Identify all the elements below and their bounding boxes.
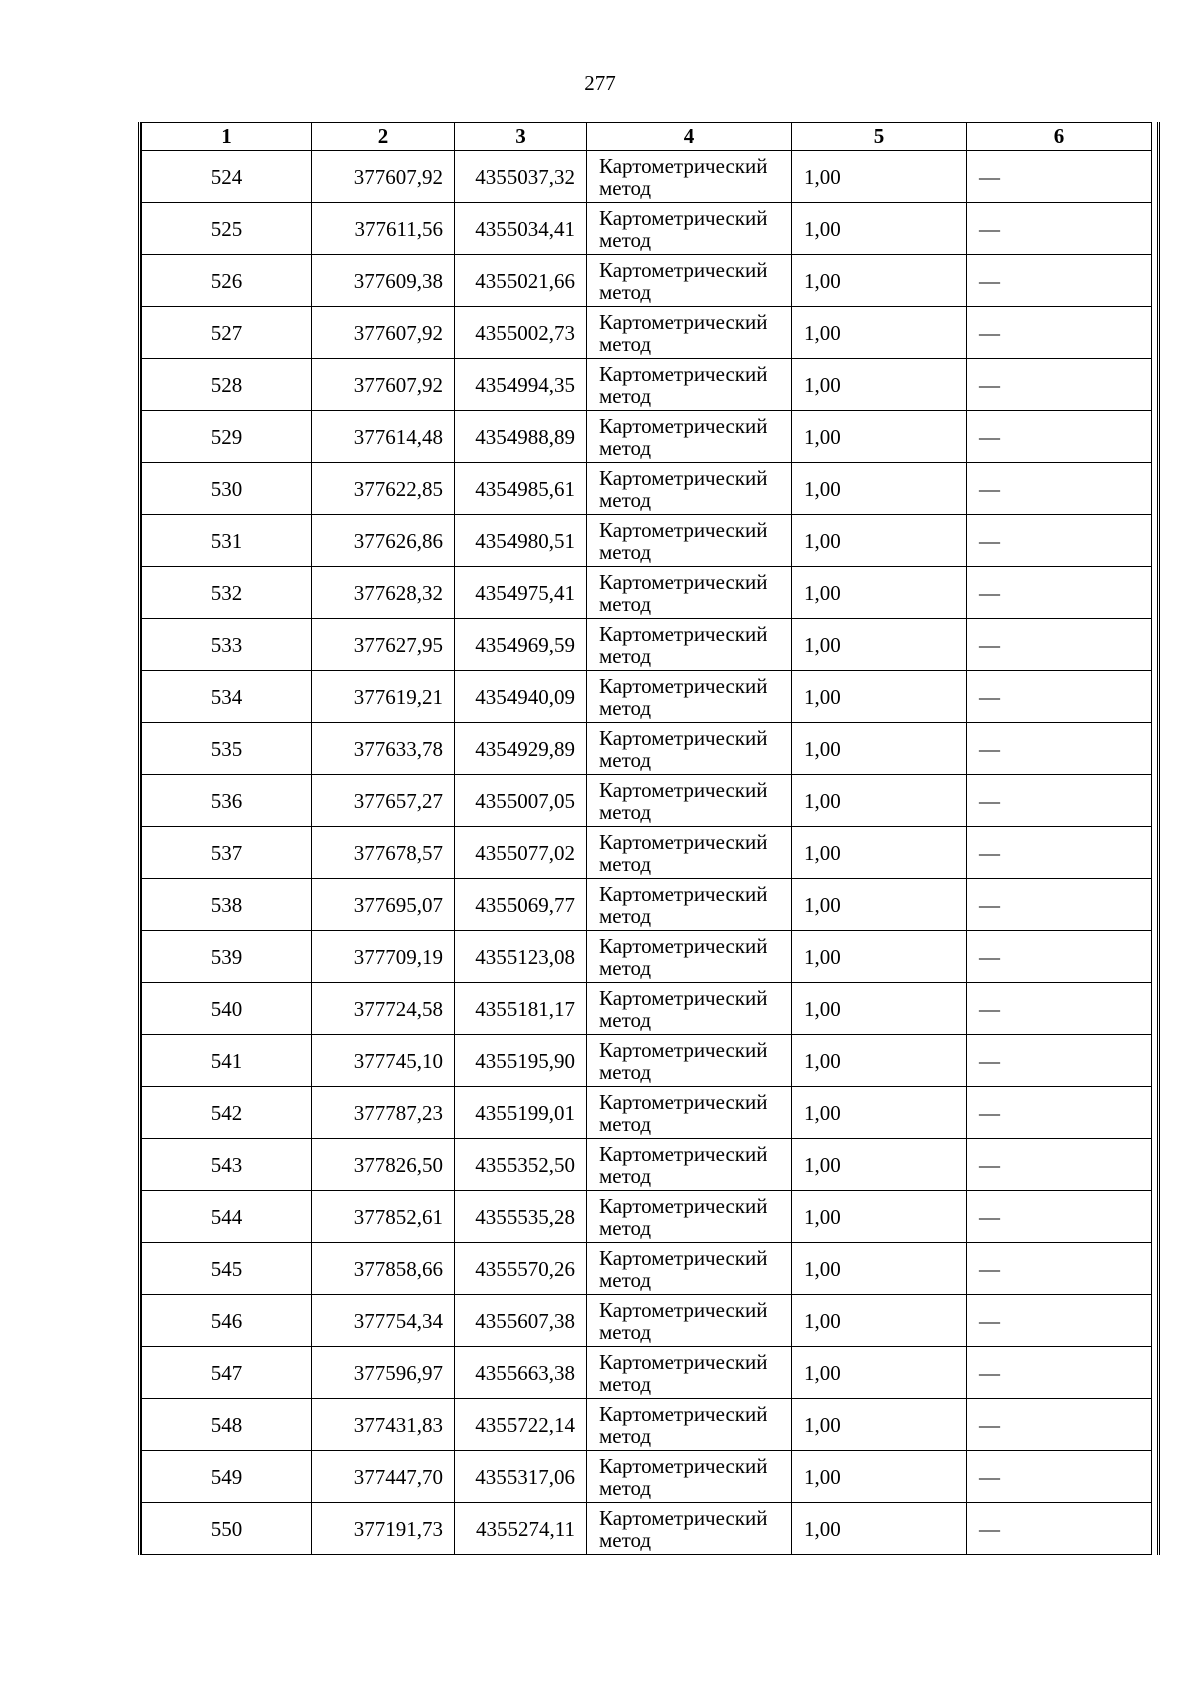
- accuracy-value: 1,00: [792, 1087, 967, 1139]
- coordinate-x: 377609,38: [312, 255, 455, 307]
- coordinate-y: 4355570,26: [455, 1243, 587, 1295]
- method-line-2: метод: [599, 1215, 652, 1240]
- coordinate-x: 377724,58: [312, 983, 455, 1035]
- column-header: 3: [455, 123, 587, 151]
- coordinate-x: 377787,23: [312, 1087, 455, 1139]
- header-row: [142, 123, 1152, 151]
- method-cell: [587, 775, 792, 827]
- method-cell: [587, 931, 792, 983]
- point-number: 538: [142, 879, 312, 931]
- coordinate-y: 4355007,05: [455, 775, 587, 827]
- accuracy-value: 1,00: [792, 255, 967, 307]
- method-line-1: Картометрический: [599, 777, 768, 802]
- method-line-1: Картометрический: [599, 829, 768, 854]
- point-number: 540: [142, 983, 312, 1035]
- method-line-2: метод: [599, 1007, 652, 1032]
- method-line-1: Картометрический: [599, 205, 768, 230]
- method-cell: [587, 203, 792, 255]
- note-cell: —: [967, 931, 1152, 983]
- point-number: 524: [142, 151, 312, 203]
- coordinate-y: 4354994,35: [455, 359, 587, 411]
- method-line-2: метод: [599, 227, 652, 252]
- table-row: [142, 515, 1152, 567]
- method-line-1: Картометрический: [599, 361, 768, 386]
- accuracy-value: 1,00: [792, 1035, 967, 1087]
- method-cell: [587, 619, 792, 671]
- method-line-2: метод: [599, 1111, 652, 1136]
- note-cell: —: [967, 619, 1152, 671]
- coordinate-y: 4355199,01: [455, 1087, 587, 1139]
- coordinate-x: 377745,10: [312, 1035, 455, 1087]
- method-line-1: Картометрический: [599, 1037, 768, 1062]
- coordinate-x: 377607,92: [312, 359, 455, 411]
- coordinate-x: 377607,92: [312, 151, 455, 203]
- point-number: 545: [142, 1243, 312, 1295]
- table-row: [142, 879, 1152, 931]
- note-cell: —: [967, 1295, 1152, 1347]
- table-row: [142, 1035, 1152, 1087]
- coordinate-y: 4354980,51: [455, 515, 587, 567]
- accuracy-value: 1,00: [792, 515, 967, 567]
- method-line-2: метод: [599, 539, 652, 564]
- note-cell: —: [967, 671, 1152, 723]
- method-line-2: метод: [599, 1319, 652, 1344]
- coordinate-x: 377826,50: [312, 1139, 455, 1191]
- method-cell: [587, 671, 792, 723]
- method-cell: [587, 1191, 792, 1243]
- coordinate-x: 377657,27: [312, 775, 455, 827]
- table-row: [142, 1243, 1152, 1295]
- accuracy-value: 1,00: [792, 827, 967, 879]
- note-cell: —: [967, 203, 1152, 255]
- method-line-1: Картометрический: [599, 1349, 768, 1374]
- accuracy-value: 1,00: [792, 411, 967, 463]
- method-line-1: Картометрический: [599, 673, 768, 698]
- table-row: [142, 1503, 1152, 1555]
- column-header: 2: [312, 123, 455, 151]
- method-cell: [587, 463, 792, 515]
- note-cell: —: [967, 1347, 1152, 1399]
- table-row: [142, 1139, 1152, 1191]
- note-cell: —: [967, 983, 1152, 1035]
- column-header: 6: [967, 123, 1152, 151]
- point-number: 532: [142, 567, 312, 619]
- method-line-2: метод: [599, 695, 652, 720]
- point-number: 550: [142, 1503, 312, 1555]
- accuracy-value: 1,00: [792, 879, 967, 931]
- coordinate-y: 4355037,32: [455, 151, 587, 203]
- accuracy-value: 1,00: [792, 1503, 967, 1555]
- coordinate-y: 4355123,08: [455, 931, 587, 983]
- coordinate-y: 4355663,38: [455, 1347, 587, 1399]
- table-row: [142, 1451, 1152, 1503]
- coordinate-y: 4354985,61: [455, 463, 587, 515]
- page-number: 277: [584, 71, 616, 95]
- table-row: [142, 775, 1152, 827]
- method-line-1: Картометрический: [599, 881, 768, 906]
- accuracy-value: 1,00: [792, 619, 967, 671]
- coordinate-x: 377191,73: [312, 1503, 455, 1555]
- method-cell: [587, 307, 792, 359]
- coordinate-y: 4355352,50: [455, 1139, 587, 1191]
- table-row: [142, 619, 1152, 671]
- table-row: [142, 931, 1152, 983]
- table-body: [142, 151, 1152, 1555]
- accuracy-value: 1,00: [792, 931, 967, 983]
- column-header: 1: [142, 123, 312, 151]
- table-row: [142, 411, 1152, 463]
- coordinate-x: 377633,78: [312, 723, 455, 775]
- method-line-2: метод: [599, 331, 652, 356]
- note-cell: —: [967, 567, 1152, 619]
- method-cell: [587, 359, 792, 411]
- accuracy-value: 1,00: [792, 723, 967, 775]
- method-line-2: метод: [599, 1059, 652, 1084]
- method-line-2: метод: [599, 1423, 652, 1448]
- point-number: 526: [142, 255, 312, 307]
- table-row: [142, 1347, 1152, 1399]
- method-line-1: Картометрический: [599, 1193, 768, 1218]
- point-number: 541: [142, 1035, 312, 1087]
- accuracy-value: 1,00: [792, 1347, 967, 1399]
- note-cell: —: [967, 411, 1152, 463]
- coordinate-y: 4355181,17: [455, 983, 587, 1035]
- accuracy-value: 1,00: [792, 307, 967, 359]
- method-cell: [587, 151, 792, 203]
- point-number: 547: [142, 1347, 312, 1399]
- note-cell: —: [967, 775, 1152, 827]
- method-line-1: Картометрический: [599, 1297, 768, 1322]
- note-cell: —: [967, 879, 1152, 931]
- method-line-2: метод: [599, 279, 652, 304]
- method-cell: [587, 411, 792, 463]
- table-row: [142, 151, 1152, 203]
- coordinate-y: 4355535,28: [455, 1191, 587, 1243]
- table-row: [142, 463, 1152, 515]
- coordinate-x: 377619,21: [312, 671, 455, 723]
- method-line-2: метод: [599, 955, 652, 980]
- point-number: 528: [142, 359, 312, 411]
- method-cell: [587, 879, 792, 931]
- method-line-1: Картометрический: [599, 309, 768, 334]
- table-row: [142, 1191, 1152, 1243]
- coordinate-x: 377852,61: [312, 1191, 455, 1243]
- method-cell: [587, 567, 792, 619]
- point-number: 536: [142, 775, 312, 827]
- coordinate-x: 377596,97: [312, 1347, 455, 1399]
- coordinate-x: 377858,66: [312, 1243, 455, 1295]
- note-cell: —: [967, 1399, 1152, 1451]
- accuracy-value: 1,00: [792, 463, 967, 515]
- note-cell: —: [967, 1191, 1152, 1243]
- table-row: [142, 1087, 1152, 1139]
- column-header: 4: [587, 123, 792, 151]
- coordinate-y: 4355274,11: [455, 1503, 587, 1555]
- method-line-2: метод: [599, 1371, 652, 1396]
- coordinate-x: 377614,48: [312, 411, 455, 463]
- coordinate-x: 377695,07: [312, 879, 455, 931]
- method-line-2: метод: [599, 903, 652, 928]
- table-row: [142, 827, 1152, 879]
- method-line-2: метод: [599, 487, 652, 512]
- table-row: [142, 203, 1152, 255]
- method-cell: [587, 1035, 792, 1087]
- coordinates-table: [141, 122, 1152, 1555]
- point-number: 549: [142, 1451, 312, 1503]
- table-header: [142, 123, 1152, 151]
- method-cell: [587, 1139, 792, 1191]
- coordinate-x: 377678,57: [312, 827, 455, 879]
- method-cell: [587, 827, 792, 879]
- table-row: [142, 1399, 1152, 1451]
- table-row: [142, 671, 1152, 723]
- note-cell: —: [967, 151, 1152, 203]
- accuracy-value: 1,00: [792, 1399, 967, 1451]
- method-line-2: метод: [599, 643, 652, 668]
- accuracy-value: 1,00: [792, 671, 967, 723]
- accuracy-value: 1,00: [792, 1295, 967, 1347]
- note-cell: —: [967, 307, 1152, 359]
- point-number: 534: [142, 671, 312, 723]
- method-line-1: Картометрический: [599, 1089, 768, 1114]
- coordinate-y: 4354969,59: [455, 619, 587, 671]
- method-line-2: метод: [599, 1475, 652, 1500]
- table-row: [142, 983, 1152, 1035]
- point-number: 539: [142, 931, 312, 983]
- method-line-1: Картометрический: [599, 1141, 768, 1166]
- method-line-1: Картометрический: [599, 517, 768, 542]
- method-line-2: метод: [599, 851, 652, 876]
- table-row: [142, 567, 1152, 619]
- coordinate-y: 4355722,14: [455, 1399, 587, 1451]
- method-cell: [587, 1087, 792, 1139]
- method-cell: [587, 723, 792, 775]
- coordinates-table-frame: [138, 122, 1160, 1555]
- method-line-2: метод: [599, 383, 652, 408]
- table-row: [142, 723, 1152, 775]
- note-cell: —: [967, 1139, 1152, 1191]
- method-line-1: Картометрический: [599, 1245, 768, 1270]
- table-row: [142, 307, 1152, 359]
- note-cell: —: [967, 1503, 1152, 1555]
- note-cell: —: [967, 1035, 1152, 1087]
- method-cell: [587, 255, 792, 307]
- note-cell: —: [967, 1451, 1152, 1503]
- coordinate-y: 4354929,89: [455, 723, 587, 775]
- accuracy-value: 1,00: [792, 151, 967, 203]
- note-cell: —: [967, 255, 1152, 307]
- coordinate-y: 4355034,41: [455, 203, 587, 255]
- coordinate-x: 377447,70: [312, 1451, 455, 1503]
- coordinate-y: 4354940,09: [455, 671, 587, 723]
- note-cell: —: [967, 515, 1152, 567]
- method-line-2: метод: [599, 799, 652, 824]
- accuracy-value: 1,00: [792, 1451, 967, 1503]
- accuracy-value: 1,00: [792, 1139, 967, 1191]
- point-number: 546: [142, 1295, 312, 1347]
- coordinate-x: 377611,56: [312, 203, 455, 255]
- coordinate-x: 377627,95: [312, 619, 455, 671]
- coordinate-x: 377431,83: [312, 1399, 455, 1451]
- method-line-1: Картометрический: [599, 933, 768, 958]
- point-number: 533: [142, 619, 312, 671]
- coordinate-x: 377622,85: [312, 463, 455, 515]
- method-cell: [587, 1295, 792, 1347]
- coordinate-y: 4355002,73: [455, 307, 587, 359]
- coordinate-y: 4355607,38: [455, 1295, 587, 1347]
- coordinate-y: 4355021,66: [455, 255, 587, 307]
- point-number: 531: [142, 515, 312, 567]
- point-number: 525: [142, 203, 312, 255]
- method-cell: [587, 1503, 792, 1555]
- table-row: [142, 1295, 1152, 1347]
- point-number: 530: [142, 463, 312, 515]
- point-number: 543: [142, 1139, 312, 1191]
- method-line-2: метод: [599, 1267, 652, 1292]
- accuracy-value: 1,00: [792, 567, 967, 619]
- accuracy-value: 1,00: [792, 1191, 967, 1243]
- coordinate-y: 4354975,41: [455, 567, 587, 619]
- method-line-1: Картометрический: [599, 1453, 768, 1478]
- method-line-1: Картометрический: [599, 621, 768, 646]
- coordinate-x: 377754,34: [312, 1295, 455, 1347]
- table-row: [142, 255, 1152, 307]
- method-line-1: Картометрический: [599, 569, 768, 594]
- method-line-2: метод: [599, 435, 652, 460]
- coordinate-y: 4354988,89: [455, 411, 587, 463]
- method-line-2: метод: [599, 1527, 652, 1552]
- note-cell: —: [967, 463, 1152, 515]
- method-line-2: метод: [599, 747, 652, 772]
- accuracy-value: 1,00: [792, 983, 967, 1035]
- note-cell: —: [967, 1243, 1152, 1295]
- method-line-1: Картометрический: [599, 1505, 768, 1530]
- method-line-1: Картометрический: [599, 153, 768, 178]
- point-number: 544: [142, 1191, 312, 1243]
- method-line-1: Картометрический: [599, 465, 768, 490]
- method-line-2: метод: [599, 591, 652, 616]
- coordinate-y: 4355317,06: [455, 1451, 587, 1503]
- point-number: 527: [142, 307, 312, 359]
- accuracy-value: 1,00: [792, 359, 967, 411]
- note-cell: —: [967, 723, 1152, 775]
- coordinate-x: 377626,86: [312, 515, 455, 567]
- note-cell: —: [967, 359, 1152, 411]
- method-cell: [587, 515, 792, 567]
- method-cell: [587, 983, 792, 1035]
- column-header: 5: [792, 123, 967, 151]
- method-cell: [587, 1347, 792, 1399]
- method-line-1: Картометрический: [599, 725, 768, 750]
- accuracy-value: 1,00: [792, 775, 967, 827]
- point-number: 537: [142, 827, 312, 879]
- method-cell: [587, 1451, 792, 1503]
- method-line-1: Картометрический: [599, 1401, 768, 1426]
- coordinate-y: 4355069,77: [455, 879, 587, 931]
- method-cell: [587, 1243, 792, 1295]
- coordinate-y: 4355195,90: [455, 1035, 587, 1087]
- coordinate-x: 377709,19: [312, 931, 455, 983]
- point-number: 548: [142, 1399, 312, 1451]
- coordinate-y: 4355077,02: [455, 827, 587, 879]
- accuracy-value: 1,00: [792, 203, 967, 255]
- point-number: 535: [142, 723, 312, 775]
- method-line-1: Картометрический: [599, 985, 768, 1010]
- method-cell: [587, 1399, 792, 1451]
- accuracy-value: 1,00: [792, 1243, 967, 1295]
- point-number: 542: [142, 1087, 312, 1139]
- note-cell: —: [967, 1087, 1152, 1139]
- note-cell: —: [967, 827, 1152, 879]
- method-line-2: метод: [599, 175, 652, 200]
- table-row: [142, 359, 1152, 411]
- method-line-2: метод: [599, 1163, 652, 1188]
- coordinate-x: 377628,32: [312, 567, 455, 619]
- method-line-1: Картометрический: [599, 257, 768, 282]
- method-line-1: Картометрический: [599, 413, 768, 438]
- point-number: 529: [142, 411, 312, 463]
- coordinate-x: 377607,92: [312, 307, 455, 359]
